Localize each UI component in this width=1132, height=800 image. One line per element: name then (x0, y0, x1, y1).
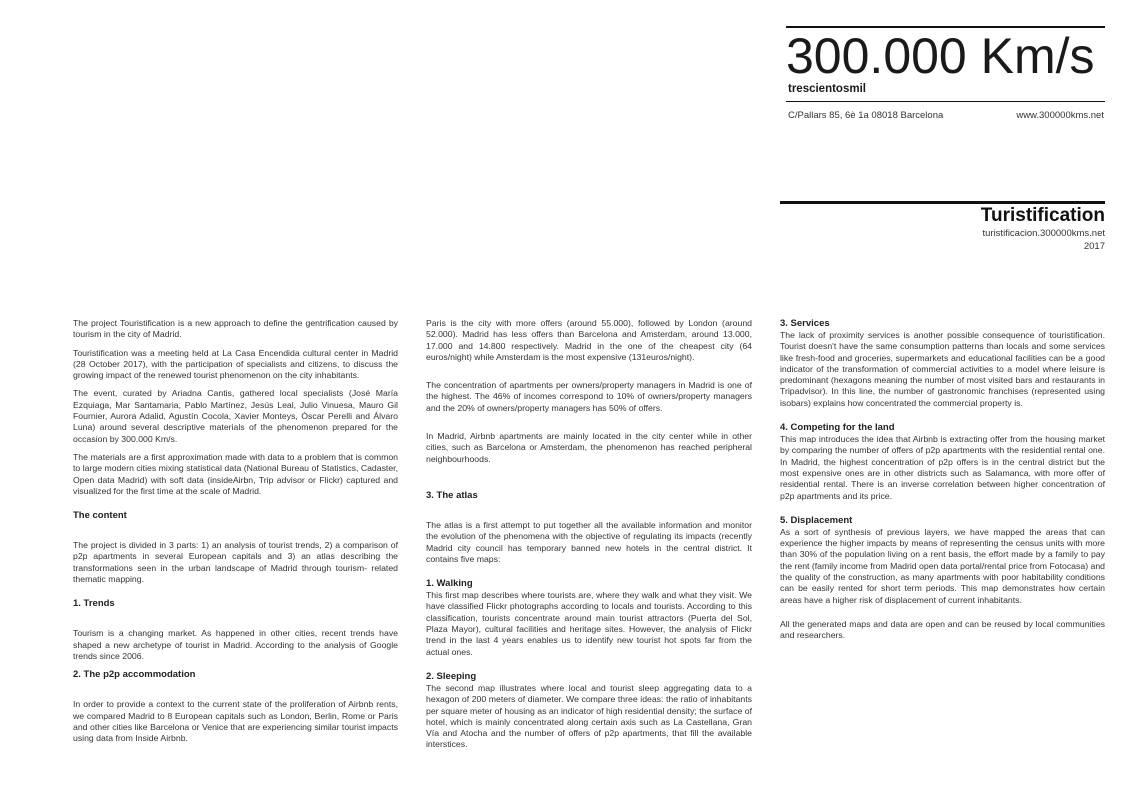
paragraph: In order to provide a context to the current state of the proliferation of Airbnb rents, we compared Madrid to 8 European capitals such as London, Berlin, Rome or Paris and other cities like Barcelona or Venice that are experiencing similar tourist impacts using data from Inside Airbnb. (73, 699, 398, 744)
paragraph: The second map illustrates where local and tourist sleep aggregating data to a hexagon of 200 meters of diameter. We compare three ideas: the ratio of inhabitants per square meter of housing as an indicator of high residential density; the surface of hotel, which is mainly concentrated along certain axis such as La Castellana, Gran Vía and Atocha and the number of offers of p2p apartments, that fill the available interstices. (426, 682, 752, 750)
paragraph: All the generated maps and data are open and can be reused by local communities and researchers. (780, 618, 1105, 641)
column-middle (426, 318, 752, 758)
paragraph: Touristification was a meeting held at La Casa Encendida cultural center in Madrid (28 October 2017), with the participation of specialists and citizens, to discuss the growing impact of the renewed tourist phenomenon on the city inhabitants. (73, 347, 398, 381)
section-heading-sleeping: 2. Sleeping (426, 670, 477, 682)
paragraph: The project is divided in 3 parts: 1) an analysis of tourist trends, 2) a comparison of p2p apartments in several European capitals and 3) an atlas describing the transformations seen in the urban landscape of Madrid through tourism- related thematic mapping. (73, 540, 398, 585)
section-heading-services: 3. Services (780, 318, 830, 329)
paragraph: Tourism is a changing market. As happened in other cities, recent trends have shaped a new archetype of tourist in Madrid. According to the analysis of Google trends since 2006. (73, 628, 398, 661)
paragraph: Paris is the city with more offers (around 55.000), followed by London (around 52.000). Madrid has less offers than Barcelona and Amsterdam, around 13.000, 17.000 and 14.800 respectively. Madrid in the one of the cheapest city (64 euros/night) while Amsterdam is the most expensive (131euros/night). (426, 318, 752, 362)
paragraph: This first map describes where tourists are, where they walk and what they visit. We have classified Flickr photographs according to locals and tourists. According to this classification, tourists concentrate around main tourist attractors (Puerta del Sol, Plaza Mayor), cultural facilities and heritage sites. However, the analysis of Flickr trend in the last 4 years enables us to identify new tourist hot spots far from the actual ones. (426, 590, 752, 657)
paragraph: In Madrid, Airbnb apartments are mainly located in the city center while in other cities, such as Barcelona or Amsterdam, the phenomenon has reached peripheral neighbourhoods. (426, 431, 752, 464)
paragraph: The project Touristification is a new approach to define the gentrification caused by tourism in the city of Madrid. (73, 318, 398, 340)
section-heading-competing: 4. Competing for the land (780, 422, 895, 434)
brand-subtitle: trescientosmil (788, 83, 866, 95)
project-url: turistificacion.300000kms.net (982, 228, 1105, 239)
section-heading-p2p: 2. The p2p accommodation (73, 669, 196, 681)
column-right (780, 318, 1105, 649)
brand-title: 300.000 Km/s (786, 28, 1095, 84)
brand-address: C/Pallars 85, 6è 1a 08018 Barcelona (788, 110, 944, 121)
project-year: 2017 (1083, 241, 1105, 252)
brand-website: www.300000kms.net (1016, 110, 1104, 121)
column-left (73, 318, 398, 751)
paragraph: The concentration of apartments per owners/property managers in Madrid is one of the highest. The 46% of incomes correspond to 10% of owners/property managers and the 20% of owners/property managers has 50% of offers. (426, 380, 752, 413)
paragraph: The event, curated by Ariadna Cantis, gathered local specialists (José María Ezquiaga, Mar Santamaria, Pablo Martínez, Jesús Leal, Julio Vinuesa, Mauro Gil Fournier, Aurora Adalid, Agustín Cocola, Xavier Monteys, Óscar Perelli and Álvaro Luna) around several descriptive materials of the phenomenon prepared for the occasion by 300.000 Km/s. (73, 388, 398, 444)
paragraph: The materials are a first approximation made with data to a problem that is common to large modern cities mixing statistical data (National Bureau of Statistics, Cadaster, Open data Madrid) with soft data (insideAirbn, Trip advisor or Flickr) captured and visualized for the first time at the scale of Madrid. (73, 451, 398, 496)
section-heading-walking: 1. Walking (426, 578, 473, 590)
section-heading-atlas: 3. The atlas (426, 489, 478, 501)
section-heading-displacement: 5. Displacement (780, 514, 853, 526)
paragraph: The atlas is a first attempt to put together all the available information and monitor the evolution of the phenomena with the objective of regulating its impacts (recently Madrid city council has temporary banned new hotels in the central district. It contains five maps: (426, 519, 752, 564)
section-heading-content: The content (73, 510, 127, 522)
paragraph: This map introduces the idea that Airbnb is extracting offer from the housing market by comparing the number of offers of p2p apartments with the residential rental one. In Madrid, the highest concentration of p2p offers is in the central district but the most expensive ones are in other districts such as Salamanca, with more offer of residential rental. There is an inverse correlation between higher concentration of p2p apartments and its price. (780, 434, 1105, 501)
section-heading-trends: 1. Trends (73, 598, 115, 610)
paragraph: As a sort of synthesis of previous layers, we have mapped the areas that can experience the higher impacts by means of representing the census units with more than 30% of the population living on a rent basis, the effort made by a family to pay the rent (family income from Madrid open data portal/rental price from Fotocasa) and the quality of the construction, as many apartments with poor habitability conditions can be easily rented for short term periods. This map demonstrates how certain areas have a higher risk of displacement of current inhabitants. (780, 526, 1105, 605)
paragraph: The lack of proximity services is another possible consequence of touristification. Tourist doesn't have the same consumption patterns than locals and some services like fresh-food and groceries, supermarkets and educational facilities can be a good indicator of the transformation of commercial activities to a model where leisure is predominant (hexagons meaning the number of most visited bars and restaurants in Tripadvisor). In this line, the number of gastronomic franchises (represented using isobars) explains how concentrated the commercial property is. (780, 330, 1105, 408)
project-title: Turistification (980, 205, 1105, 226)
brand-divider (786, 101, 1105, 102)
